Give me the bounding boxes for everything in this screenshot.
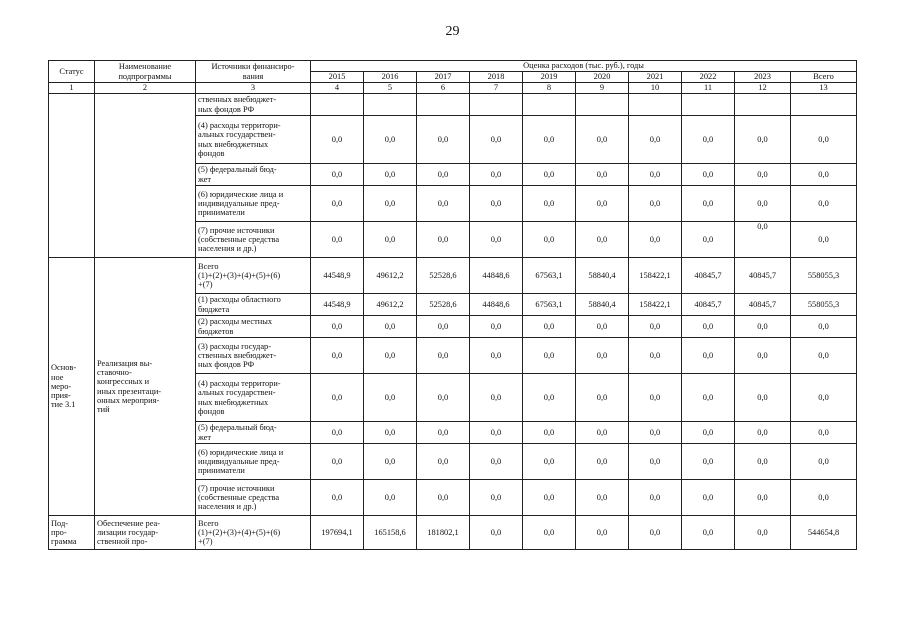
cell-value: 0,0 <box>417 374 470 422</box>
cell-value: 0,0 <box>629 480 682 516</box>
cell-value: 0,0 <box>523 116 576 164</box>
cell-value: 58840,4 <box>576 294 629 316</box>
cell-value: 0,0 <box>417 422 470 444</box>
header-column-number: 9 <box>576 83 629 94</box>
cell-value: 0,0 <box>735 516 791 550</box>
cell-value: 0,0 <box>791 444 857 480</box>
cell-value: 0,0 <box>682 480 735 516</box>
cell-value: 49612,2 <box>364 294 417 316</box>
cell-value: 158422,1 <box>629 294 682 316</box>
table-header <box>49 61 857 94</box>
cell-value: 0,0 <box>311 164 364 186</box>
cell-value: 0,0 <box>417 222 470 258</box>
cell-value: 0,0 <box>629 222 682 258</box>
header-column-number: 13 <box>791 83 857 94</box>
cell-value: 0,0 <box>311 116 364 164</box>
cell-value: 0,0 <box>735 316 791 338</box>
cell-value: 0,0 <box>682 338 735 374</box>
row-funding-source: (4) расходы территори- альных государствен- ных внебюджетных фондов <box>196 374 311 422</box>
row-funding-source: (6) юридические лица и индивидуальные пред- приниматели <box>196 186 311 222</box>
cell-value: 67563,1 <box>523 294 576 316</box>
cell-value: 0,0 <box>682 316 735 338</box>
table-row <box>49 516 857 550</box>
header-year: 2018 <box>470 72 523 83</box>
cell-value: 0,0 <box>682 516 735 550</box>
cell-value: 0,0 <box>576 222 629 258</box>
cell-value: 44848,6 <box>470 294 523 316</box>
header-year: 2023 <box>735 72 791 83</box>
cell-value: 40845,7 <box>735 294 791 316</box>
cell-value: 0,0 <box>576 116 629 164</box>
cell-value: 0,0 <box>629 338 682 374</box>
cell-value: 0,0 <box>311 444 364 480</box>
cell-value: 0,0 <box>629 186 682 222</box>
cell-value: 0,0 <box>629 316 682 338</box>
cell-value: 0,0 <box>417 116 470 164</box>
cell-value: 0,0 <box>417 480 470 516</box>
cell-value: 0,0 <box>311 422 364 444</box>
cell-value: 58840,4 <box>576 258 629 294</box>
cell-value: 0,0 <box>682 222 735 258</box>
cell-value: 0,0 <box>364 422 417 444</box>
header-column-number: 2 <box>95 83 196 94</box>
cell-value: 0,0 <box>682 374 735 422</box>
header-column-number: 7 <box>470 83 523 94</box>
cell-value: 0,0 <box>735 116 791 164</box>
row-funding-source: (6) юридические лица и индивидуальные пред- приниматели <box>196 444 311 480</box>
header-estimate: Оценка расходов (тыс. руб.), годы <box>311 61 857 72</box>
cell-value: 0,0 <box>364 338 417 374</box>
row-funding-source: (7) прочие источники (собственные средства населения и др.) <box>196 480 311 516</box>
header-column-number: 5 <box>364 83 417 94</box>
cell-value: 52528,6 <box>417 294 470 316</box>
cell-value: 0,0 <box>576 444 629 480</box>
header-year: 2015 <box>311 72 364 83</box>
cell-value: 52528,6 <box>417 258 470 294</box>
cell-value <box>523 94 576 116</box>
row-funding-source: Всего (1)+(2)+(3)+(4)+(5)+(6) +(7) <box>196 516 311 550</box>
cell-value <box>311 94 364 116</box>
row-funding-source: (5) федеральный бюд- жет <box>196 422 311 444</box>
cell-value: 0,0 <box>364 164 417 186</box>
cell-value <box>735 94 791 116</box>
header-year: Всего <box>791 72 857 83</box>
cell-value: 0,0 <box>470 480 523 516</box>
cell-value: 0,0 <box>311 338 364 374</box>
row-funding-source: (2) расходы местных бюджетов <box>196 316 311 338</box>
row-funding-source: (5) федеральный бюд- жет <box>196 164 311 186</box>
cell-value: 0,0 <box>576 422 629 444</box>
cell-value: 197694,1 <box>311 516 364 550</box>
cell-value: 558055,3 <box>791 258 857 294</box>
cell-value: 0,0 <box>576 186 629 222</box>
row-funding-source: (7) прочие источники (собственные средства населения и др.) <box>196 222 311 258</box>
cell-value <box>629 94 682 116</box>
cell-value: 40845,7 <box>682 258 735 294</box>
row-funding-source: (1) расходы областного бюджета <box>196 294 311 316</box>
cell-value: 0,0 <box>791 480 857 516</box>
cell-value: 0,0 <box>311 480 364 516</box>
cell-value: 0,0 <box>735 222 791 258</box>
cell-value: 0,0 <box>576 338 629 374</box>
cell-value <box>364 94 417 116</box>
cell-value: 44848,6 <box>470 258 523 294</box>
row-status: Основ- ное меро- прия- тие 3.1 <box>49 258 95 516</box>
row-funding-source: Всего (1)+(2)+(3)+(4)+(5)+(6) +(7) <box>196 258 311 294</box>
header-column-number: 11 <box>682 83 735 94</box>
cell-value: 0,0 <box>417 164 470 186</box>
table-row <box>49 258 857 294</box>
cell-value: 0,0 <box>735 444 791 480</box>
cell-value: 181802,1 <box>417 516 470 550</box>
cell-value: 0,0 <box>576 480 629 516</box>
cell-value: 0,0 <box>791 222 857 258</box>
row-subprogram-name <box>95 94 196 258</box>
cell-value: 0,0 <box>791 374 857 422</box>
header-column-number: 6 <box>417 83 470 94</box>
row-status: Под- про- грамма <box>49 516 95 550</box>
page-number: 29 <box>445 24 460 39</box>
row-funding-source: ственных внебюджет- ных фондов РФ <box>196 94 311 116</box>
cell-value: 0,0 <box>364 374 417 422</box>
header-year: 2021 <box>629 72 682 83</box>
cell-value: 0,0 <box>735 186 791 222</box>
cell-value: 44548,9 <box>311 258 364 294</box>
cell-value: 0,0 <box>523 164 576 186</box>
cell-value: 0,0 <box>523 480 576 516</box>
header-column-number: 8 <box>523 83 576 94</box>
cell-value: 0,0 <box>364 186 417 222</box>
cell-value: 0,0 <box>735 338 791 374</box>
cell-value: 0,0 <box>735 374 791 422</box>
cell-value: 0,0 <box>417 186 470 222</box>
cell-value: 0,0 <box>682 164 735 186</box>
cell-value: 0,0 <box>735 164 791 186</box>
cell-value <box>417 94 470 116</box>
cell-value: 0,0 <box>523 186 576 222</box>
header-column-number: 10 <box>629 83 682 94</box>
cell-value <box>470 94 523 116</box>
cell-value: 0,0 <box>629 444 682 480</box>
cell-value: 0,0 <box>311 222 364 258</box>
cell-value <box>791 94 857 116</box>
cell-value: 0,0 <box>682 186 735 222</box>
cell-value: 0,0 <box>523 422 576 444</box>
cell-value: 0,0 <box>682 444 735 480</box>
cell-value <box>576 94 629 116</box>
cell-value: 0,0 <box>364 316 417 338</box>
cell-value: 0,0 <box>682 422 735 444</box>
cell-value: 0,0 <box>470 422 523 444</box>
cell-value: 0,0 <box>364 222 417 258</box>
cell-value: 0,0 <box>470 116 523 164</box>
cell-value: 0,0 <box>629 164 682 186</box>
cell-value: 0,0 <box>576 316 629 338</box>
header-sources: Источники финансиро- вания <box>196 61 311 83</box>
header-year: 2016 <box>364 72 417 83</box>
cell-value: 0,0 <box>470 164 523 186</box>
cell-value: 165158,6 <box>364 516 417 550</box>
cell-value: 0,0 <box>791 164 857 186</box>
header-year: 2020 <box>576 72 629 83</box>
cell-value: 0,0 <box>791 338 857 374</box>
header-subprogram: Наименование подпрограммы <box>95 61 196 83</box>
cell-value: 544654,8 <box>791 516 857 550</box>
cell-value: 0,0 <box>470 444 523 480</box>
cell-value: 158422,1 <box>629 258 682 294</box>
cell-value: 0,0 <box>311 374 364 422</box>
row-status <box>49 94 95 258</box>
cell-value: 0,0 <box>470 516 523 550</box>
cell-value: 67563,1 <box>523 258 576 294</box>
cell-value: 0,0 <box>470 338 523 374</box>
cell-value: 40845,7 <box>682 294 735 316</box>
header-year: 2019 <box>523 72 576 83</box>
cell-value: 0,0 <box>523 222 576 258</box>
row-funding-source: (4) расходы территори- альных государствен- ных внебюджетных фондов <box>196 116 311 164</box>
header-column-numbers-row <box>49 83 857 94</box>
cell-value: 0,0 <box>470 374 523 422</box>
cell-value: 0,0 <box>523 316 576 338</box>
cell-value: 0,0 <box>470 316 523 338</box>
cell-value: 40845,7 <box>735 258 791 294</box>
header-column-number: 3 <box>196 83 311 94</box>
cell-value: 0,0 <box>735 480 791 516</box>
cell-value <box>682 94 735 116</box>
cell-value: 0,0 <box>311 316 364 338</box>
header-status: Статус <box>49 61 95 83</box>
cell-value: 0,0 <box>364 480 417 516</box>
row-subprogram-name: Реализация вы- ставочно- конгрессных и иных презентаци- онных мероприя- тий <box>95 258 196 516</box>
cell-value: 0,0 <box>791 422 857 444</box>
budget-table <box>48 60 857 550</box>
cell-value: 0,0 <box>417 316 470 338</box>
cell-value: 0,0 <box>791 116 857 164</box>
header-column-number: 4 <box>311 83 364 94</box>
cell-value: 0,0 <box>576 164 629 186</box>
cell-value: 0,0 <box>417 444 470 480</box>
cell-value: 558055,3 <box>791 294 857 316</box>
cell-value: 0,0 <box>629 422 682 444</box>
cell-value: 0,0 <box>791 186 857 222</box>
header-year: 2017 <box>417 72 470 83</box>
row-subprogram-name: Обеспечение реа- лизации государ- ственной про- <box>95 516 196 550</box>
row-funding-source: (3) расходы государ- ственных внебюджет- ных фондов РФ <box>196 338 311 374</box>
cell-value: 0,0 <box>364 444 417 480</box>
cell-value: 49612,2 <box>364 258 417 294</box>
cell-value: 0,0 <box>417 338 470 374</box>
cell-value: 0,0 <box>523 516 576 550</box>
cell-value: 0,0 <box>576 516 629 550</box>
header-column-number: 1 <box>49 83 95 94</box>
table-body <box>49 94 857 550</box>
cell-value: 0,0 <box>629 516 682 550</box>
cell-value: 0,0 <box>523 444 576 480</box>
cell-value: 44548,9 <box>311 294 364 316</box>
cell-value: 0,0 <box>791 316 857 338</box>
cell-value: 0,0 <box>629 374 682 422</box>
cell-value: 0,0 <box>470 222 523 258</box>
cell-value: 0,0 <box>311 186 364 222</box>
cell-value: 0,0 <box>523 374 576 422</box>
cell-value: 0,0 <box>470 186 523 222</box>
cell-value: 0,0 <box>735 422 791 444</box>
header-column-number: 12 <box>735 83 791 94</box>
header-year: 2022 <box>682 72 735 83</box>
cell-value: 0,0 <box>629 116 682 164</box>
cell-value: 0,0 <box>576 374 629 422</box>
cell-value: 0,0 <box>682 116 735 164</box>
cell-value: 0,0 <box>523 338 576 374</box>
cell-value: 0,0 <box>364 116 417 164</box>
table-row <box>49 94 857 116</box>
